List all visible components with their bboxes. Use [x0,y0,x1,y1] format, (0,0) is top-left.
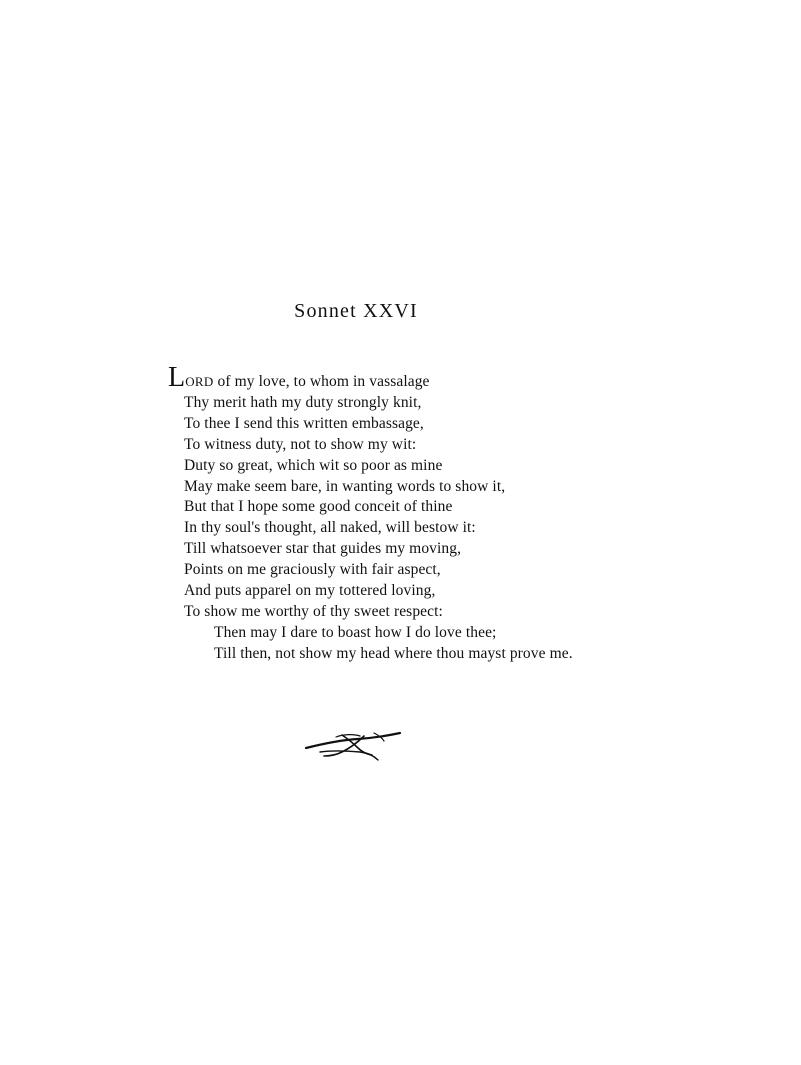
poem-line: And puts apparel on my tottered loving, [184,582,436,600]
poem-line: Thy merit hath my duty strongly knit, [184,393,422,411]
poem-line: To show me worthy of thy sweet respect: [184,602,443,620]
drop-cap-initial: L [168,362,186,393]
sonnet-title: Sonnet XXVI [294,300,418,322]
poem-line: Duty so great, which wit so poor as mine [184,456,443,474]
couplet-line: Till then, not show my head where thou mayst prove me. [214,644,573,662]
calligraphic-flourish-icon [302,726,406,766]
poem-line: May make seem bare, in wanting words to show it, [184,477,506,495]
small-caps-word: ORD [185,374,214,389]
poem-body [168,362,768,665]
poem-line: Points on me graciously with fair aspect, [184,561,441,579]
poem-line: In thy soul's thought, all naked, will bestow it: [184,519,476,537]
couplet-line: Then may I dare to boast how I do love thee; [214,623,497,641]
poem-line: But that I hope some good conceit of thine [184,498,453,516]
poem-line [168,362,768,393]
poem-line: To witness duty, not to show my wit: [184,435,417,453]
first-line-text: of my love, to whom in vassalage [213,373,430,390]
poem-line: To thee I send this written embassage, [184,414,424,432]
poem-line: Till whatsoever star that guides my moving, [184,540,462,558]
